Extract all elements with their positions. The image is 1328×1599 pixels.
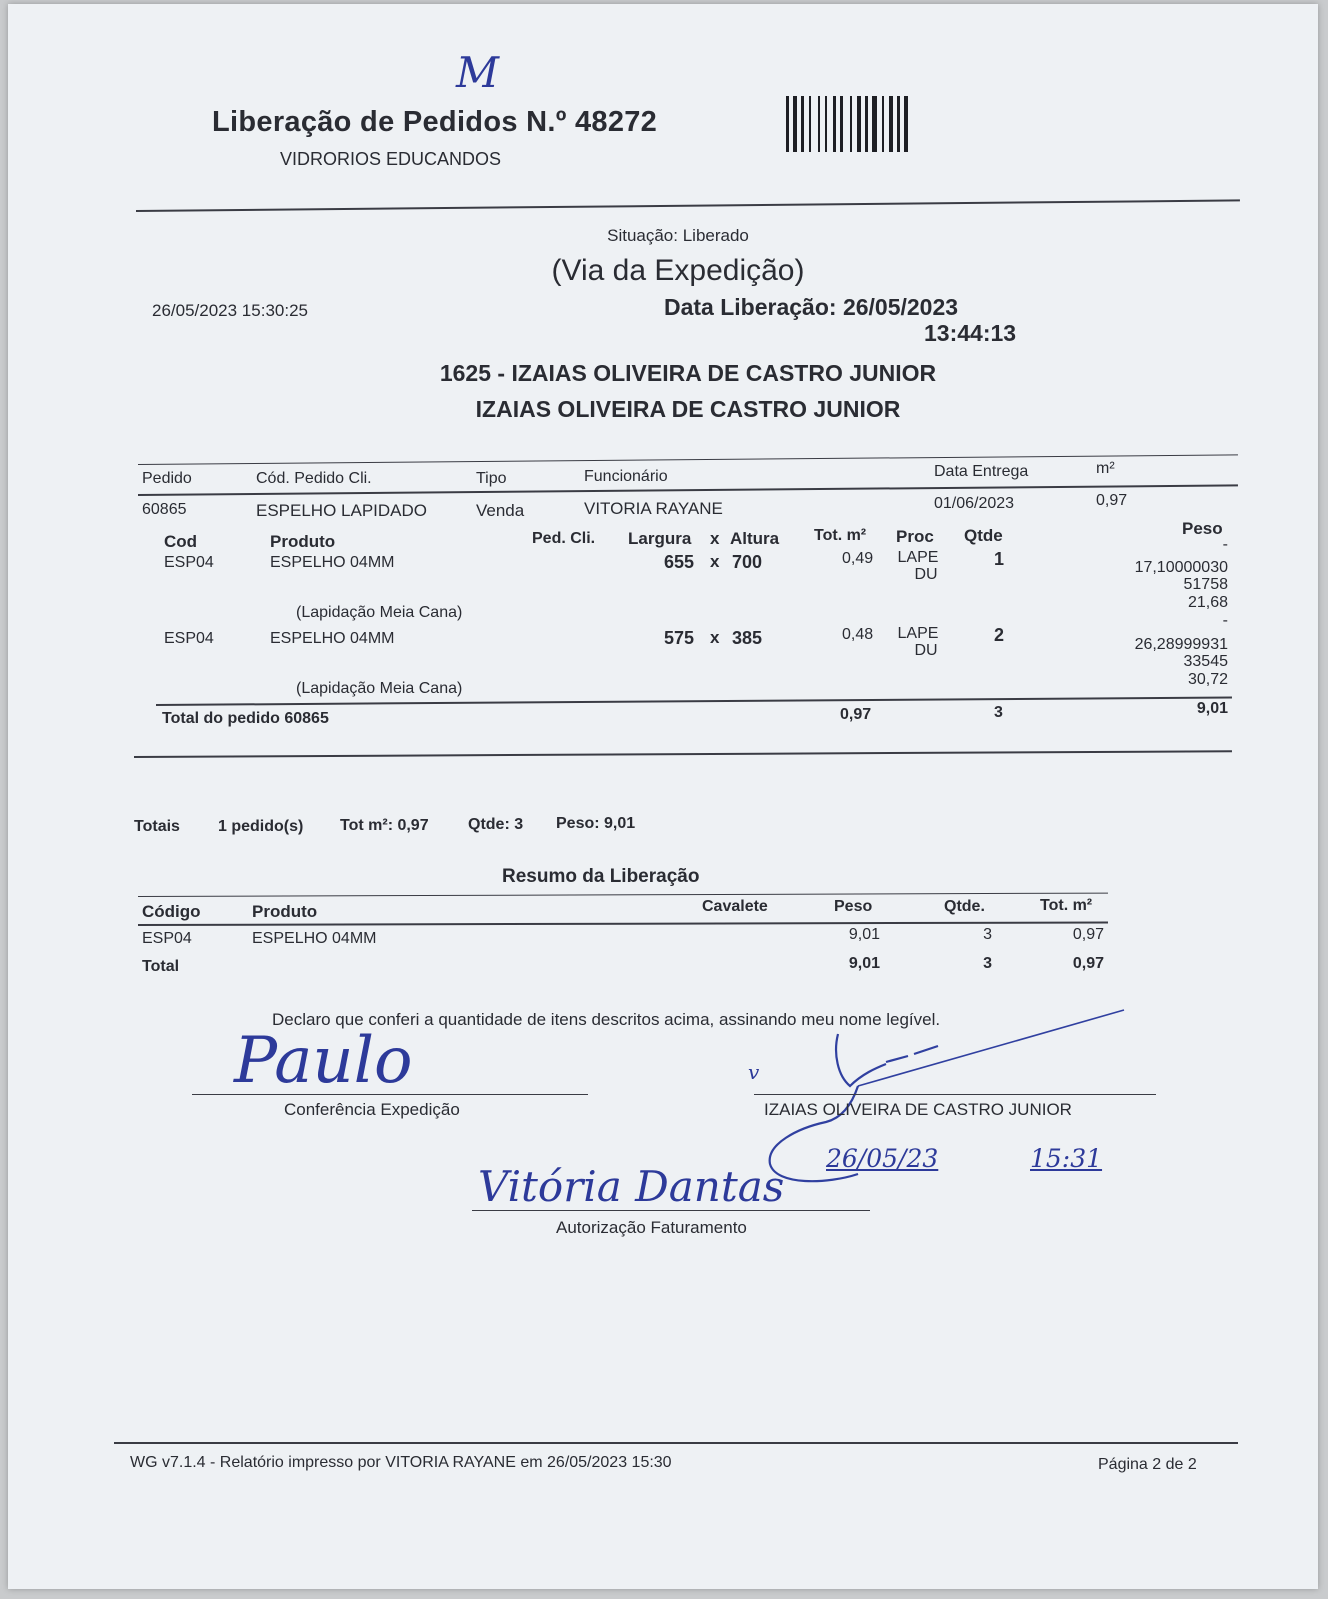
header-divider: [136, 199, 1240, 212]
declaration-text: Declaro que conferi a quantidade de itens descritos acima, assinando meu nome legível.: [272, 1010, 941, 1029]
resumo-codigo: ESP04: [142, 930, 192, 947]
col-data-entrega: Data Entrega: [934, 463, 1029, 480]
resumo-total-tot-m2: 0,97: [1072, 955, 1104, 972]
item-obs: (Lapidação Meia Cana): [296, 604, 463, 621]
resumo-total-label: Total: [142, 958, 180, 975]
handwritten-date: 26/05/23: [826, 1144, 939, 1173]
item-peso-3: 30,72: [1187, 671, 1228, 688]
item-peso-1: 17,10000030: [1134, 559, 1228, 576]
item-peso-2: 33545: [1183, 653, 1228, 670]
company-name: VIDRORIOS EDUCANDOS: [280, 149, 502, 169]
col-tipo: Tipo: [476, 470, 507, 487]
item-cod: ESP04: [164, 554, 214, 571]
handwritten-mark: M: [456, 48, 500, 97]
order-total-label: Total do pedido 60865: [162, 710, 329, 727]
resumo-tot-m2: 0,97: [1072, 926, 1104, 943]
resumo-col-tot-m2: Tot. m²: [1040, 897, 1093, 914]
order-total-m2: 0,97: [840, 706, 872, 723]
item-peso-dash: -: [1222, 612, 1228, 629]
print-datetime: 26/05/2023 15:30:25: [152, 301, 308, 320]
resumo-total-peso: 9,01: [848, 955, 880, 972]
item-cod: ESP04: [164, 630, 214, 647]
col-x: x: [710, 529, 720, 548]
item-peso-2: 51758: [1183, 576, 1228, 593]
item-peso-1: 26,28999931: [1134, 636, 1228, 653]
order-tipo: Venda: [476, 501, 525, 520]
item-proc-2: DU: [914, 566, 938, 583]
footer-divider: [114, 1442, 1238, 1444]
resumo-col-qtde: Qtde.: [944, 898, 985, 915]
situacao-text: Situação: Liberado: [607, 226, 749, 245]
col-funcionario: Funcionário: [584, 468, 668, 485]
resumo-col-produto: Produto: [252, 902, 318, 921]
signature-line-3: [472, 1210, 870, 1211]
col-altura: Altura: [730, 529, 780, 548]
col-cod: Cod: [164, 532, 198, 551]
col-m2: m²: [1096, 460, 1115, 477]
order-total-peso: 9,01: [1196, 700, 1228, 717]
item-proc-2: DU: [914, 642, 938, 659]
item-proc: LAPE: [897, 625, 939, 642]
data-liberacao-time: 13:44:13: [924, 320, 1017, 346]
resumo-col-cavalete: Cavalete: [702, 898, 768, 915]
col-proc: Proc: [896, 527, 934, 546]
order-table-bottom: [134, 750, 1232, 758]
conferencia-label: Conferência Expedição: [284, 1100, 460, 1119]
resumo-qtde: 3: [983, 926, 992, 943]
col-peso: Peso: [1182, 519, 1223, 538]
resumo-top: [138, 893, 1108, 897]
resumo-produto: ESPELHO 04MM: [252, 930, 377, 947]
item-largura: 655: [664, 552, 695, 572]
signature-vitoria: Vitória Dantas: [478, 1162, 785, 1211]
item-obs: (Lapidação Meia Cana): [296, 680, 463, 697]
order-table-top: [138, 454, 1238, 465]
item-produto: ESPELHO 04MM: [270, 630, 395, 647]
totals-pedidos: 1 pedido(s): [218, 818, 304, 835]
data-liberacao: Data Liberação: 26/05/2023: [664, 294, 959, 320]
resumo-total-qtde: 3: [983, 955, 992, 972]
col-pedido: Pedido: [142, 470, 192, 487]
col-qtde: Qtde: [964, 526, 1003, 545]
client-line-2: IZAIAS OLIVEIRA DE CASTRO JUNIOR: [475, 396, 901, 422]
signature-paulo: Paulo: [234, 1024, 413, 1098]
signature-line-2: [754, 1094, 1156, 1095]
footer-left: WG v7.1.4 - Relatório impresso por VITORIA RAYANE em 26/05/2023 15:30: [130, 1454, 672, 1471]
resumo-col-peso: Peso: [834, 898, 873, 915]
col-produto: Produto: [270, 532, 336, 551]
totals-label: Totais: [134, 818, 180, 835]
col-cod-cli: Cód. Pedido Cli.: [256, 470, 372, 487]
col-tot-m2: Tot. m²: [814, 527, 867, 544]
footer-page: Página 2 de 2: [1098, 1456, 1197, 1473]
item-altura: 700: [732, 552, 763, 572]
handwritten-v: v: [748, 1060, 760, 1084]
order-data-entrega: 01/06/2023: [934, 495, 1015, 512]
handwritten-time: 15:31: [1030, 1144, 1103, 1173]
order-funcionario: VITORIA RAYANE: [584, 499, 723, 518]
item-x: x: [710, 628, 720, 647]
client-signature-label: IZAIAS OLIVEIRA DE CASTRO JUNIOR: [764, 1100, 1072, 1119]
order-cod-cli: ESPELHO LAPIDADO: [256, 501, 428, 520]
item-qtde: 2: [994, 625, 1005, 645]
item-altura: 385: [732, 628, 763, 648]
item-tot-m2: 0,49: [842, 550, 874, 567]
resumo-title: Resumo da Liberação: [502, 866, 700, 887]
order-total-qtde: 3: [994, 704, 1003, 721]
item-produto: ESPELHO 04MM: [270, 554, 395, 571]
resumo-peso: 9,01: [848, 926, 880, 943]
totals-m2: Tot m²: 0,97: [340, 817, 429, 834]
item-peso-dash: -: [1222, 536, 1228, 553]
document-page: [8, 4, 1318, 1589]
autorizacao-label: Autorização Faturamento: [556, 1218, 747, 1237]
item-proc: LAPE: [897, 549, 939, 566]
totals-peso: Peso: 9,01: [556, 815, 636, 832]
item-peso-3: 21,68: [1187, 594, 1228, 611]
item-x: x: [710, 552, 720, 571]
signature-line-1: [192, 1094, 588, 1095]
col-ped-cli: Ped. Cli.: [532, 530, 596, 547]
resumo-col-codigo: Código: [142, 902, 201, 921]
client-line-1: 1625 - IZAIAS OLIVEIRA DE CASTRO JUNIOR: [439, 360, 937, 386]
order-pedido: 60865: [142, 501, 187, 518]
col-largura: Largura: [628, 529, 692, 548]
item-largura: 575: [664, 628, 695, 648]
item-tot-m2: 0,48: [842, 626, 874, 643]
totals-qtde: Qtde: 3: [468, 816, 524, 833]
page-title: Liberação de Pedidos N.º 48272: [212, 106, 658, 138]
via-title: (Via da Expedição): [551, 254, 805, 287]
barcode-icon: [784, 96, 980, 156]
order-m2: 0,97: [1096, 492, 1128, 509]
item-qtde: 1: [994, 549, 1005, 569]
